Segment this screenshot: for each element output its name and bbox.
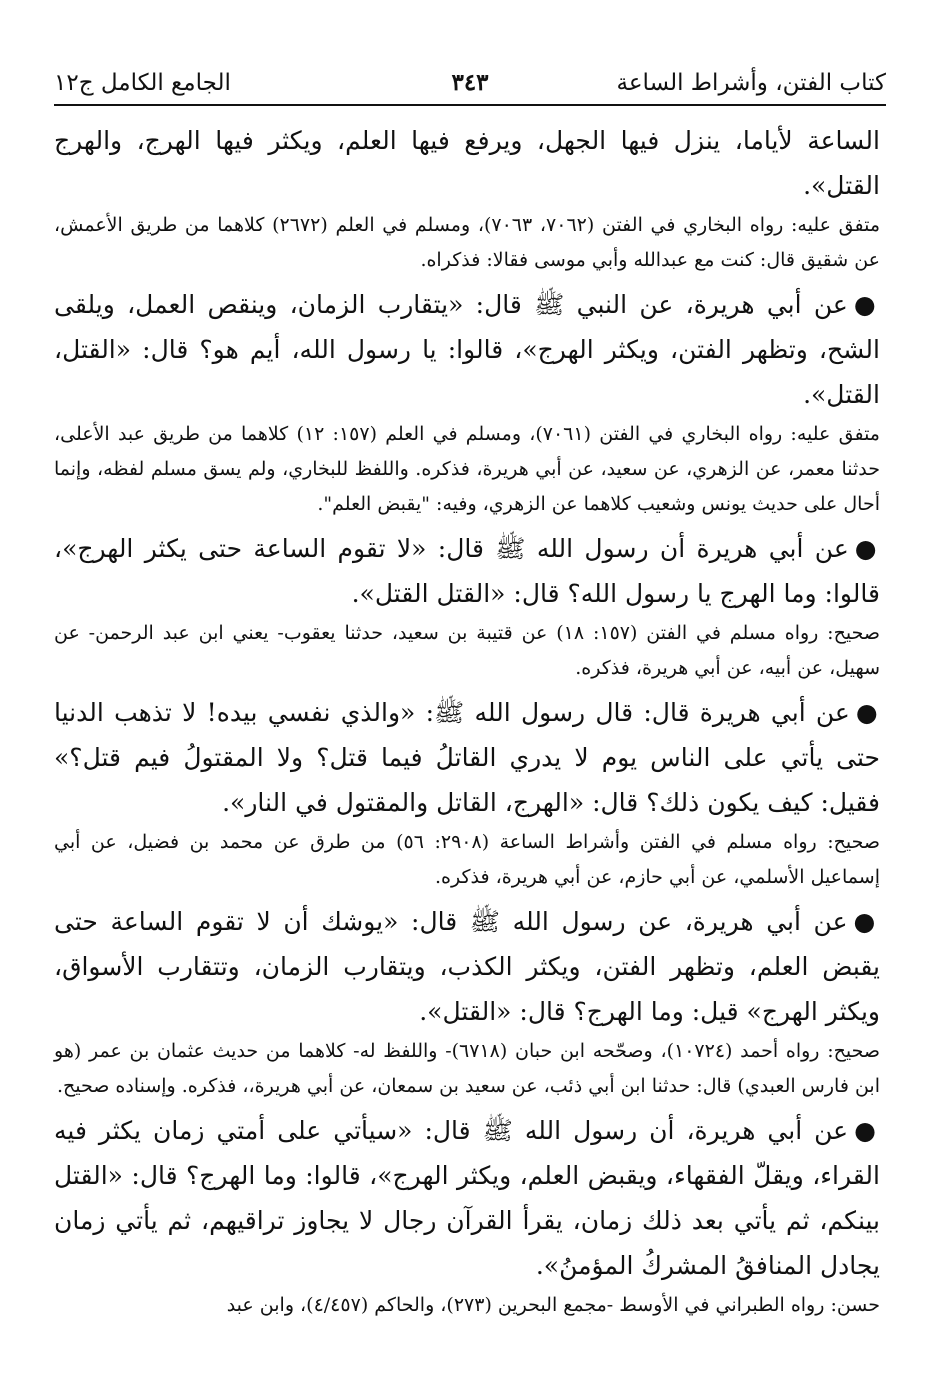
takhrij-note: صحيح: رواه أحمد (١٠٧٢٤)، وصحّحه ابن حبان (٦٧١٨)- واللفظ له- كلاهما من حديث عثمان بن عمر (هو ابن فارس العبدي) قال: حدثنا ابن أبي ذئب، عن سعيد بن سمعان، عن أبي هريرة،، فذكره. وإسناده صحيح.	[54, 1040, 880, 1097]
bullet-icon: ●	[854, 534, 880, 563]
page-number: ٣٤٣	[451, 69, 489, 96]
bullet-icon: ●	[853, 290, 880, 319]
hadith-paragraph: ●عن أبي هريرة، عن رسول الله ﷺ قال: «يوشك أن لا تقوم الساعة حتى يقبض العلم، وتظهر الفتن، ويكثر الكذب، ويتقارب الزمان، وتتقارب الأسواق، ويكثر الهرج» قيل: وما الهرج؟ قال: «القتل».	[54, 907, 880, 1026]
hadith-paragraph: ●عن أبي هريرة، عن النبي ﷺ قال: «يتقارب الزمان، وينقص العمل، ويلقى الشح، وتظهر الفتن، ويكثر الهرج»، قالوا: يا رسول الله، أيم هو؟ قال: «القتل، القتل».	[54, 290, 880, 409]
hadith-paragraph: ●عن أبي هريرة، أن رسول الله ﷺ قال: «سيأتي على أمتي زمان يكثر فيه القراء، ويقلّ الفقهاء، ويقبض العلم، ويكثر الهرج»، قالوا: وما الهرج؟ قال: «القتل بينكم، ثم يأتي بعد ذلك زمان، يقرأ القرآن رجال لا يجاوز تراقيهم، ثم يأتي زمان يجادل المنافقُ المشركُ المؤمنُ».	[54, 1116, 880, 1280]
hadith-paragraph: ●عن أبي هريرة قال: قال رسول الله ﷺ: «والذي نفسي بيده! لا تذهب الدنيا حتى يأتي على الناس يوم لا يدري القاتلُ فيما قتل؟ ولا المقتولُ فيم قتل؟» فقيل: كيف يكون ذلك؟ قال: «الهرج، القاتل والمقتول في النار».	[54, 698, 880, 817]
takhrij-note: متفق عليه: رواه البخاري في الفتن (٧٠٦١)، ومسلم في العلم (١٥٧: ١٢) كلاهما من طريق عبد الأعلى، حدثنا معمر، عن الزهري، عن سعيد، عن أبي هريرة، فذكره. واللفظ للبخاري، ولم يسق مسلم لفظه، وإنما أحال على حديث يونس وشعيب كلاهما عن الزهري، وفيه: "يقبض العلم".	[54, 423, 880, 515]
running-header	[54, 58, 886, 106]
book-title: كتاب الفتن، وأشراط الساعة	[616, 70, 886, 96]
takhrij-note: متفق عليه: رواه البخاري في الفتن (٧٠٦٢، ٧٠٦٣)، ومسلم في العلم (٢٦٧٢) كلاهما من طريق الأعمش، عن شقيق قال: كنت مع عبدالله وأبي موسى فقالا: فذكراه.	[54, 214, 881, 271]
page-body	[54, 118, 880, 1327]
bullet-icon: ●	[854, 1116, 880, 1145]
takhrij-note: صحيح: رواه مسلم في الفتن (١٥٧: ١٨) عن قتيبة بن سعيد، حدثنا يعقوب- يعني ابن عبد الرحمن- عن سهيل، عن أبيه، عن أبي هريرة، فذكره.	[54, 622, 880, 679]
bullet-icon: ●	[855, 698, 880, 727]
collection-title: الجامع الكامل ج١٢	[54, 70, 231, 96]
takhrij-note: حسن: رواه الطبراني في الأوسط -مجمع البحرين (٢٧٣)، والحاكم (٤/٤٥٧)، وابن عبد	[226, 1294, 880, 1316]
hadith-paragraph: ●عن أبي هريرة أن رسول الله ﷺ قال: «لا تقوم الساعة حتى يكثر الهرج»، قالوا: وما الهرج يا رسول الله؟ قال: «القتل القتل».	[54, 534, 880, 608]
bullet-icon: ●	[853, 907, 880, 936]
hadith-paragraph: الساعة لأياما، ينزل فيها الجهل، ويرفع فيها العلم، ويكثر فيها الهرج، والهرج القتل».	[54, 126, 880, 200]
takhrij-note: صحيح: رواه مسلم في الفتن وأشراط الساعة (٢٩٠٨: ٥٦) من طرق عن محمد بن فضيل، عن أبي إسماعيل الأسلمي، عن أبي حازم، عن أبي هريرة، فذكره.	[54, 831, 880, 888]
